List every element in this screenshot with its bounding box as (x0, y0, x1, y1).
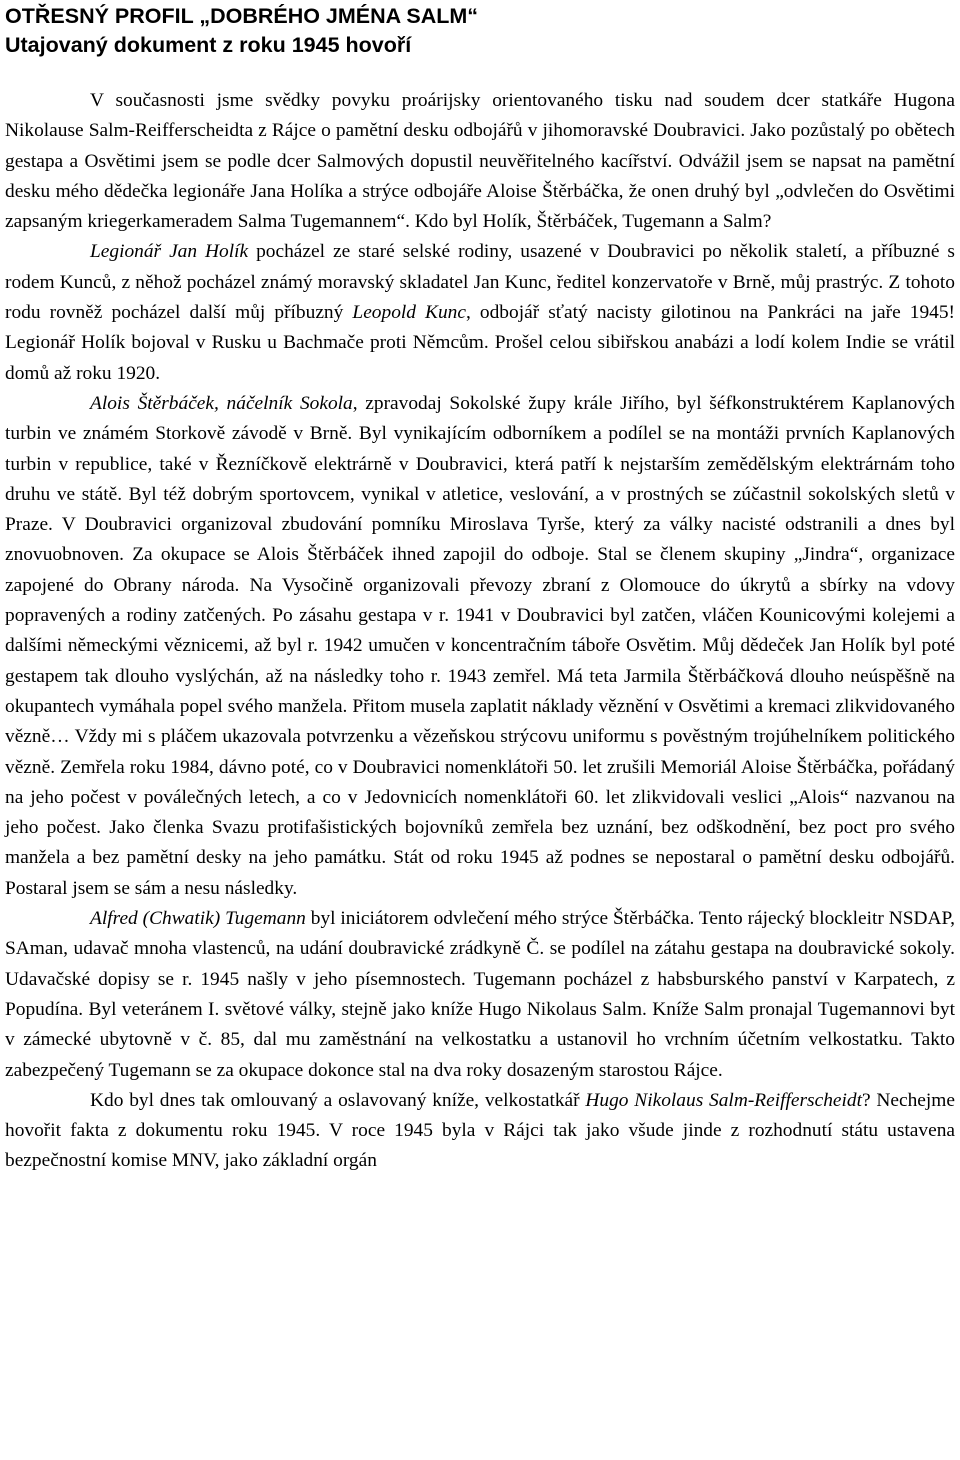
text-run: pocházel ze staré selské rodiny, usazené v Doubravici po několik staletí, a příbuzné s rodem Kunců, z něhož pocházel známý moravský skladatel Jan Kunc, ředitel konzervatoře v Brně, můj prastrýc. Z tohoto rodu rovněž pocházel další můj příbuzný (5, 241, 955, 324)
text-run-italic: Alois Štěrbáček, náčelník Sokola (90, 392, 353, 414)
paragraph-sterbacek (5, 389, 955, 904)
article-subtitle: Utajovaný dokument z roku 1945 hovoří (5, 33, 412, 57)
text-run-italic: Legionář Jan Holík (90, 241, 249, 263)
text-run: Kdo byl dnes tak omlouvaný a oslavovaný kníže, velkostatkář (90, 1089, 586, 1111)
text-run-italic: Hugo Nikolaus Salm-Reifferscheidt (585, 1089, 862, 1111)
text-run: ? Nechejme hovořit fakta z dokumentu roku 1945. V roce 1945 byla v Rájci tak jako všude jinde z rozhodnutí státu ustavena bezpečnostní komise MNV, jako základní orgán (5, 1089, 955, 1172)
paragraph-intro (5, 86, 955, 237)
paragraph-tugemann (5, 904, 955, 1086)
article-title: OTŘESNÝ PROFIL „DOBRÉHO JMÉNA SALM“ (5, 4, 479, 28)
paragraph-holik (5, 237, 955, 388)
text-run: V současnosti jsme svědky povyku proárijsky orientovaného tisku nad soudem dcer statkáře Hugona Nikolause Salm-Reifferscheidta z Rájce o pamětní desku odbojářů v jihomoravské Doubravici. Jako pozůstalý po obětech gestapa a Osvětimi jsem se podle dcer Salmových dopustil neuvěřitelného kacířství. Odvážil jsem se napsat na pamětní desku mého dědečka legionáře Jana Holíka a strýce odbojáře Aloise Štěrbáčka, že onen druhý byl „odvlečen do Osvětimi zapsaným kriegerkameradem Salma Tugemannem“. Kdo byl Holík, Štěrbáček, Tugemann a Salm? (5, 90, 955, 233)
paragraph-salm (5, 1086, 955, 1177)
text-run-italic: Alfred (Chwatik) Tugemann (90, 908, 306, 930)
text-run: , odbojář sťatý nacisty gilotinou na Pankráci na jaře 1945! Legionář Holík bojoval v Rusku u Bachmače proti Němcům. Prošel celou sibiřskou anabázi a lodí kolem Indie se vrátil domů až roku 1920. (5, 302, 956, 384)
text-run: byl iniciátorem odvlečení mého strýce Štěrbáčka. Tento rájecký blockleitr NSDAP, SAman, udavač mnoha vlastenců, na udání doubravické zrádkyně Č. se podílel na zátahu gestapa na doubravické sokoly. Udavačské dopisy se r. 1945 našly v jeho písemnostech. Tugemann pocházel z habsburského panství v Karpatech, z Popudína. Byl veteránem I. světové války, stejně jako kníže Hugo Nikolaus Salm. Kníže Salm pronajal Tugemannovi byt v zámecké ubytovně v č. 85, dal mu zaměstnání na velkostatku a ustanovil ho vrchním účetním velkostatku. Takto zabezpečený Tugemann se za okupace dokonce stal na dva roky dosazeným starostou Rájce. (5, 908, 956, 1081)
text-run-italic: Leopold Kunc (352, 302, 466, 324)
document-page (5, 2, 955, 1177)
text-run: , zpravodaj Sokolské župy krále Jiřího, byl šéfkonstruktérem Kaplanových turbin ve známém Storkově závodě v Brně. Byl vynikajícím odborníkem a podílel se na montáži prvních Kaplanových turbin v republice, také v Řezníčkově elektrárně v Doubravici, která patří k nejstarším zemědělským elektrárnám toho druhu ve státě. Byl též dobrým sportovcem, vynikal v atletice, veslování, a v prostných se zúčastnil sokolských sletů v Praze. V Doubravici organizoval zbudování pomníku Miroslava Tyrše, který za války nacisté odstranili a dnes byl znovuobnoven. Za okupace se Alois Štěrbáček ihned zapojil do odboje. Stal se členem skupiny „Jindra“, organizace zapojené do Obrany národa. Na Vysočině organizovali převozy zbraní z Olomouce do úkrytů a sbírky na vdovy popravených a rodiny zatčených. Po zásahu gestapa v r. 1941 v Doubravici byl zatčen, vláčen Kounicovými kolejemi a dalšími německými věznicemi, až byl r. 1942 umučen v koncentračním táboře Osvětim. Můj dědeček Jan Holík byl poté gestapem tak dlouho vyslýchán, až na následky toho r. 1943 zemřel. Má teta Jarmila Štěrbáčková dlouho neúspěšně na okupantech vymáhala popel svého manžela. Přitom musela zaplatit náklady věznění v Osvětimi a kremaci zlikvidovaného vězně… Vždy mi s pláčem ukazovala potvrzenku a vězeňskou strýcovu uniformu s pověstným trojúhelníkem politického vězně. Zemřela roku 1984, dávno poté, co v Doubravici nomenklátoři 50. let zrušili Memoriál Aloise Štěrbáčka, pořádaný na jeho počest v poválečných letech, a co v Jedovnicích nomenklátoři 60. let zlikvidovali veslici „Alois“ nazvanou na jeho počest. Jako členka Svazu protifašistických bojovníků zemřela bez uznání, bez odškodnění, bez poct pro svého manžela a bez pamětní desky na jeho památku. Stát od roku 1945 až podnes se nepostaral o pamětní desku odbojářů. Postaral jsem se sám a nesu následky. (5, 392, 956, 899)
